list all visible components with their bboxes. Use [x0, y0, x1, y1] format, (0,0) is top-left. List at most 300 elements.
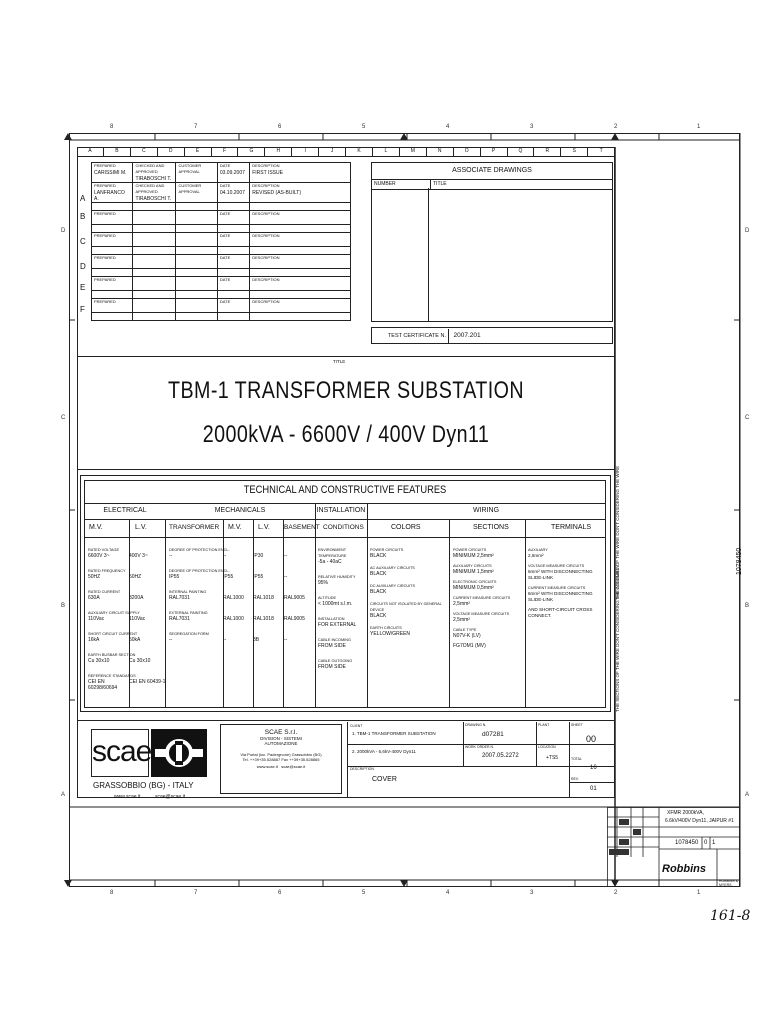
revision-cell-value: LANFRANCO A.	[94, 190, 125, 202]
feature-value: 110Vac	[129, 616, 146, 622]
revision-cell-label: DESCRIPTION	[252, 233, 280, 238]
feature-entry	[318, 574, 366, 586]
revision-cell-label: DATE	[219, 233, 231, 238]
side-note-colours: THE COLOURS OF THE WIRE DON'T CONSIDERING THE WIRE	[615, 465, 620, 600]
robbins-doc-number: 1078450	[675, 840, 699, 846]
revision-cell	[133, 299, 176, 313]
revision-letter: D	[80, 262, 86, 271]
feature-value: --	[284, 574, 288, 580]
feature-label: CIRCUITS NOT ISOLATED BY GENERAL DEVICE	[370, 602, 442, 612]
revision-table	[91, 162, 351, 321]
grid-letter: R	[534, 147, 561, 156]
test-certificate-label: TEST CERTIFICATE N.	[372, 329, 449, 344]
total-label: TOTAL	[571, 757, 582, 761]
feature-label: EARTH CIRCUITS	[370, 626, 402, 630]
revision-cell-value: FIRST ISSUE	[252, 170, 283, 176]
feature-value: MINIMUM 1,5mm²	[453, 569, 494, 575]
left-ruler-letter: D	[61, 228, 66, 234]
sub-sections: SECTIONS	[473, 524, 509, 531]
revision-cell	[176, 183, 217, 203]
feature-entry	[370, 625, 448, 637]
top-ruler-number: 5	[362, 124, 366, 130]
revision-cell-label: DESCRIPTION	[252, 277, 280, 282]
revision-cell	[92, 211, 133, 225]
feature-value: RAL9005	[284, 595, 305, 601]
grid-letter: O	[454, 147, 481, 156]
feature-entry	[453, 643, 525, 649]
revision-cell-label: PREPARED	[94, 299, 116, 304]
feature-value: -5a - 40aC	[318, 559, 342, 565]
company-address: Via Portal (loc. Padergnone) Grassobbio (BG)	[240, 752, 322, 757]
feature-entry	[169, 610, 315, 622]
revision-cell	[92, 183, 133, 203]
top-ruler-number: 1	[697, 124, 701, 130]
revision-cell-label: CUSTOMER APPROVAL	[178, 183, 202, 194]
robbins-rev: 0	[704, 840, 708, 846]
revision-cell	[250, 183, 351, 203]
revision-cell	[250, 277, 351, 291]
side-note-sections: THE SECTIONS OF THE WIRE DON'T CONSIDERING THE ASSEMBLY	[615, 565, 620, 712]
revision-cell-value: 03.09.2007	[219, 170, 245, 176]
feature-value: RAL7031	[169, 616, 190, 622]
feature-value: --	[169, 553, 173, 559]
feature-entry	[453, 547, 525, 559]
grid-letter: M	[400, 147, 427, 156]
left-ruler-letter: A	[61, 792, 66, 798]
revision-row	[92, 233, 351, 247]
feature-label: CURRENT MEASURE CIRCUITS	[528, 586, 586, 590]
feature-entry	[88, 568, 166, 580]
feature-label: INSTALLATION	[318, 617, 345, 621]
location-label: LOCATION	[538, 745, 556, 749]
feature-label: POWER CIRCUITS	[370, 548, 404, 552]
feature-value: FROM SIDE	[318, 664, 346, 670]
revision-cell	[176, 211, 217, 225]
sub-basement: BASEMENT	[284, 524, 320, 531]
top-ruler-number: 2	[614, 124, 618, 130]
bottom-ruler-number: 7	[194, 890, 198, 896]
sub-lv2: L.V.	[258, 524, 270, 531]
revision-cell-value: 04.10.2007	[219, 190, 245, 196]
grid-letter: B	[104, 147, 131, 156]
grid-letter: T	[588, 147, 615, 156]
revision-letter: F	[80, 305, 85, 314]
sub-mv2: M.V.	[228, 524, 242, 531]
feature-entry	[528, 585, 604, 603]
sub-terminals: TERMINALS	[551, 524, 592, 531]
group-electrical: ELECTRICAL	[103, 507, 147, 514]
sub-mv: M.V.	[89, 524, 103, 531]
associate-drawings-box	[371, 162, 613, 322]
revision-letter: E	[80, 283, 86, 292]
revision-cell	[217, 233, 249, 247]
company-box	[220, 724, 342, 794]
feature-value: IP55	[169, 574, 180, 580]
feature-value: 6mm² WITH DISCONNECTING SLIDE-LINK	[528, 569, 593, 580]
sheet-number: 00	[586, 734, 597, 744]
feature-value: 3B	[253, 637, 260, 643]
feature-value: YELLOW/GREEN	[370, 631, 411, 637]
feature-entry	[169, 589, 315, 601]
feature-value: RAL7031	[169, 595, 190, 601]
grid-letter-strip	[77, 147, 615, 157]
test-certificate-box	[371, 327, 613, 344]
group-mechanicals: MECHANICALS	[214, 507, 266, 514]
right-ruler-letter: C	[745, 415, 750, 421]
drawing-number: d07281	[482, 731, 504, 738]
revision-cell	[176, 163, 217, 183]
company-phone: Tel. ++39+35.528887 Fax ++39+35.528865	[242, 757, 320, 762]
feature-value: RAL1000	[223, 595, 244, 601]
scae-wordmark	[91, 729, 152, 777]
feature-label: POWER CIRCUITS	[453, 548, 487, 552]
feature-label: CURRENT MEASURE CIRCUITS	[453, 596, 511, 600]
grid-letter: D	[158, 147, 185, 156]
feature-value: 2,5mm²	[453, 601, 470, 607]
feature-entry	[88, 673, 166, 691]
location-code: +TS5	[546, 755, 559, 761]
feature-value: --	[284, 553, 288, 559]
grid-letter: E	[185, 147, 212, 156]
revision-cell-label: DESCRIPTION	[252, 255, 280, 260]
feature-label: DC AUXILIARY CIRCUITS	[370, 584, 416, 588]
feature-label: RATED CURRENT	[88, 590, 121, 594]
revision-cell	[250, 299, 351, 313]
robbins-desc-2: 6.6kV/400V Dyn11, JAIPUR #1	[665, 818, 734, 824]
revision-cell	[250, 255, 351, 269]
revision-row	[92, 163, 351, 183]
feature-value: Cu 30x10	[129, 658, 151, 664]
description-value: COVER	[372, 776, 397, 783]
total-sheets: 16	[590, 765, 597, 771]
feature-label: ALTITUDE	[318, 596, 337, 600]
title-block-top-rule	[77, 720, 615, 721]
bottom-ruler-number: 4	[446, 890, 450, 896]
feature-entry	[453, 563, 525, 575]
feature-entry	[318, 595, 366, 607]
feature-value: RAL1000	[223, 616, 244, 622]
sub-colors: COLORS	[391, 524, 421, 531]
revision-cell-label: CHECKED AND APPROVED	[135, 163, 165, 174]
feature-entry	[169, 568, 315, 580]
web-text: www.scae.it	[114, 794, 141, 800]
document-info-grid	[347, 722, 614, 798]
grid-letter: A	[77, 147, 104, 156]
client-label: CLIENT	[350, 724, 363, 728]
feature-value: 110Vac	[88, 616, 105, 622]
revision-cell-value: CARISSIMI M.	[94, 170, 127, 176]
feature-entry	[370, 583, 448, 595]
revision-value: 01	[590, 786, 597, 792]
feature-label: CABLE OUTGOING	[318, 659, 353, 663]
description-label: DESCRIPTION	[350, 767, 374, 771]
feature-label: RATED FREQUENCY	[88, 569, 126, 573]
revision-cell-value: REVISED (AS-BUILT)	[252, 190, 302, 196]
grid-letter: I	[292, 147, 319, 156]
revision-cell-label: CHECKED AND APPROVED	[135, 183, 165, 194]
colors-column	[370, 547, 448, 643]
title-line-2: 2000kVA - 6600V / 400V Dyn11	[202, 421, 490, 448]
company-web: www.scae.it	[256, 764, 278, 769]
top-ruler-number: 3	[530, 124, 534, 130]
revision-cell	[217, 255, 249, 269]
feature-value: 95%	[318, 580, 329, 586]
revision-cell	[176, 255, 217, 269]
revision-row	[92, 211, 351, 225]
feature-value: BLACK	[370, 589, 387, 595]
feature-label: SHORT CIRCUIT CURRENT	[88, 632, 138, 636]
feature-label: ENVIRONMENT TEMPERATURE	[318, 548, 347, 558]
feature-entry	[453, 595, 525, 607]
feature-value: 400V 3~	[129, 553, 148, 559]
feature-entry	[88, 652, 166, 664]
scae-wordmark-text: scae	[92, 735, 152, 768]
feature-entry	[318, 547, 366, 565]
feature-value: 50kA	[129, 637, 141, 643]
feature-entry	[453, 611, 525, 623]
revision-letter: B	[80, 212, 86, 221]
feature-value: RAL9005	[284, 616, 305, 622]
group-installation: INSTALLATION	[316, 507, 366, 514]
revision-cell-label: DESCRIPTION	[252, 163, 280, 168]
revision-cell-label: PREPARED	[94, 183, 116, 188]
grid-letter: K	[346, 147, 373, 156]
bottom-ruler-number: 1	[697, 890, 701, 896]
feature-value: 50HZ	[88, 574, 101, 580]
revision-row	[92, 183, 351, 203]
revision-cell	[217, 163, 249, 183]
grid-letter: P	[481, 147, 508, 156]
revision-row	[92, 299, 351, 313]
grid-letter: H	[265, 147, 292, 156]
feature-value: CEI EN 60298/60694	[88, 679, 118, 691]
feature-value: --	[169, 637, 173, 643]
client-line-2: 2. 2000kVA - 6,6kV-400V Dyn11	[352, 749, 416, 754]
feature-entry	[528, 607, 604, 619]
feature-value: 16kA	[88, 637, 100, 643]
feature-label: SEGREGATION FORM	[169, 632, 209, 636]
revision-cell	[133, 211, 176, 225]
top-ruler-number: 7	[194, 124, 198, 130]
grid-letter: C	[131, 147, 158, 156]
company-automation: AUTOMAZIONE	[264, 741, 298, 746]
feature-entry	[370, 565, 448, 577]
feature-value: IP55	[223, 574, 234, 580]
feature-entry	[528, 563, 604, 581]
feature-value: 2,5mm²	[528, 553, 544, 558]
revision-cell-value: TIRABOSCHI T.	[135, 176, 172, 182]
feature-value: 2,5mm²	[453, 617, 470, 623]
feature-value: < 1000mt s.l.m.	[318, 601, 353, 607]
feature-label: DEGREE OF PROTECTION ENCL.	[169, 548, 230, 552]
revision-cell	[217, 299, 249, 313]
feature-entry	[318, 616, 366, 628]
revision-cell-label: DATE	[219, 183, 231, 188]
work-order-number: 2007.05.2272	[482, 753, 519, 759]
feature-value: RAL1018	[253, 616, 274, 622]
revision-cell	[92, 255, 133, 269]
revision-cell-label: PREPARED	[94, 163, 116, 168]
revision-label: REV.	[571, 777, 579, 781]
feature-value: FOR EXTERNAL	[318, 622, 357, 628]
work-order-label: WORK ORDER N.	[465, 745, 494, 749]
bottom-ruler-number: 6	[278, 890, 282, 896]
feature-label: CABLE TYPE	[453, 628, 477, 632]
feature-value: 630A	[88, 595, 100, 601]
feature-value: IP55	[253, 574, 264, 580]
feature-label: AUXILIARY	[528, 548, 548, 552]
revision-row	[92, 255, 351, 269]
feature-entry	[453, 579, 525, 591]
bottom-ruler-number: 3	[530, 890, 534, 896]
revision-cell-label: DATE	[219, 255, 231, 260]
robbins-sheet: 1	[712, 840, 716, 846]
company-name: SCAE S.r.l.	[264, 729, 298, 736]
left-ruler-letter: C	[61, 415, 66, 421]
client-line-1: 1. TBM-1 TRANSFORMER SUBSTATION	[352, 731, 436, 736]
feature-label: INTERNAL PAINTING	[169, 590, 207, 594]
group-wiring: WIRING	[472, 507, 500, 514]
revision-cell-label: PREPARED	[94, 255, 116, 260]
associate-number-header: NUMBER	[372, 180, 431, 189]
mechanical-column	[169, 547, 315, 652]
revision-cell-value: TIRABOSCHI T.	[135, 196, 172, 202]
feature-entry	[88, 547, 166, 559]
sub-lv: L.V.	[135, 524, 147, 531]
feature-entry	[370, 601, 448, 619]
feature-value: IP30	[253, 553, 264, 559]
right-ruler-letter: A	[745, 792, 750, 798]
technical-features-table	[84, 480, 606, 708]
bottom-ruler-number: 2	[614, 890, 618, 896]
revision-cell	[176, 233, 217, 247]
revision-letter: C	[80, 237, 86, 246]
installation-column	[318, 547, 366, 679]
grid-letter: J	[319, 147, 346, 156]
feature-value: FROM SIDE	[318, 643, 346, 649]
revision-cell	[92, 233, 133, 247]
terminals-column	[528, 547, 604, 623]
feature-value: MINIMUM 2,5mm²	[453, 553, 494, 559]
feature-value: AND SHORT-CIRCUIT CROSS CONNECT.	[528, 607, 593, 618]
feature-label: DEGREE OF PROTECTION ENCL.	[169, 569, 230, 573]
revision-cell	[133, 277, 176, 291]
revision-cell	[176, 277, 217, 291]
revision-cell-label: DESCRIPTION	[252, 299, 280, 304]
plant-label: PLANT	[538, 723, 550, 727]
revision-cell	[176, 299, 217, 313]
revision-cell	[217, 277, 249, 291]
scae-emblem-icon	[151, 729, 207, 777]
feature-label: AC AUXILIARY CIRCUITS	[370, 566, 415, 570]
company-division: DIVISION - SISTEMI	[260, 736, 302, 741]
feature-value: --	[223, 553, 227, 559]
feature-value: 3200A	[129, 595, 144, 601]
revision-cell	[250, 233, 351, 247]
feature-value: N07V-K (LV)	[453, 633, 481, 639]
grid-letter: Q	[508, 147, 535, 156]
revision-cell	[133, 163, 176, 183]
revision-cell-label: DATE	[219, 211, 231, 216]
feature-label: VOLTAGE MEASURE CIRCUITS	[528, 564, 585, 568]
feature-label: EXTERNAL PAINTING	[169, 611, 208, 615]
company-email: scae@scae.it	[281, 764, 306, 769]
revision-cell	[133, 233, 176, 247]
revision-cell-label: PREPARED	[94, 211, 116, 216]
feature-value: 6600V 3~	[88, 553, 110, 559]
feature-label: AUXILIARY CIRCUITS	[453, 564, 492, 568]
bottom-ruler-number: 8	[110, 890, 114, 896]
scae-logo-icon	[151, 729, 207, 777]
feature-value: --	[223, 637, 227, 643]
feature-label: RELATIVE HUMIDITY	[318, 575, 356, 579]
associate-divider	[428, 188, 429, 321]
revision-cell-label: DATE	[219, 299, 231, 304]
right-ruler-letter: D	[745, 228, 750, 234]
robbins-desc-1: XFMR 2000kVA,	[667, 810, 704, 816]
associate-drawings-title: ASSOCIATE DRAWINGS	[372, 163, 612, 180]
feature-entry	[88, 631, 166, 643]
top-ruler-number: 6	[278, 124, 282, 130]
feature-label: EARTH BUSBAR SECTION	[88, 653, 136, 657]
revision-cell-label: CUSTOMER APPROVAL	[178, 163, 202, 174]
title-label: TITLE	[333, 359, 346, 364]
feature-value: FG7OM1 (MV)	[453, 643, 486, 649]
feature-value: 50HZ	[129, 574, 142, 580]
revision-cell-label: DATE	[219, 277, 231, 282]
grid-letter: S	[561, 147, 588, 156]
feature-label: ELECTRONIC CIRCUITS	[453, 580, 497, 584]
feature-label: AUXILIARY CIRCUIT SUPPLY	[88, 611, 140, 615]
feature-value: BLACK	[370, 571, 387, 577]
feature-value: RAL1018	[253, 595, 274, 601]
electrical-column	[88, 547, 166, 700]
feature-label: CABLE INCOMING	[318, 638, 351, 642]
left-ruler-letter: B	[61, 603, 66, 609]
email-text: scae@scae.it	[155, 794, 186, 800]
feature-value: MINIMUM 0,5mm²	[453, 585, 494, 591]
feature-entry	[88, 589, 166, 601]
robbins-title-block	[607, 807, 740, 887]
feature-entry	[169, 547, 315, 559]
test-certificate-value: 2007.201	[453, 332, 481, 339]
top-ruler-number: 8	[110, 124, 114, 130]
revision-cell-label: PREPARED	[94, 233, 116, 238]
side-document-number: 1078450	[736, 547, 743, 575]
feature-entry	[453, 627, 525, 639]
sections-column	[453, 547, 525, 653]
revision-cell	[92, 299, 133, 313]
title-line-1: TBM-1 TRANSFORMER SUBSTATION	[168, 377, 524, 404]
revision-cell	[250, 163, 351, 183]
feature-entry	[370, 547, 448, 559]
revision-cell	[133, 183, 176, 203]
revision-cell-label: DESCRIPTION	[252, 183, 280, 188]
feature-entry	[88, 610, 166, 622]
right-ruler-letter: B	[745, 603, 750, 609]
feature-label: REFERENCE STANDARDS	[88, 674, 136, 678]
feature-value: 6mm² WITH DISCONNECTING SLIDE-LINK	[528, 591, 593, 602]
robbins-footer: ROBBINS & MYERS	[719, 879, 739, 887]
revision-cell	[217, 211, 249, 225]
feature-value: BLACK	[370, 613, 387, 619]
feature-entry	[528, 547, 604, 559]
drawing-label: DRAWING N.	[465, 723, 487, 727]
revision-letter: A	[80, 194, 86, 203]
sub-conditions: CONDITIONS	[323, 524, 364, 531]
title-box	[77, 356, 615, 470]
feature-value: --	[284, 637, 288, 643]
